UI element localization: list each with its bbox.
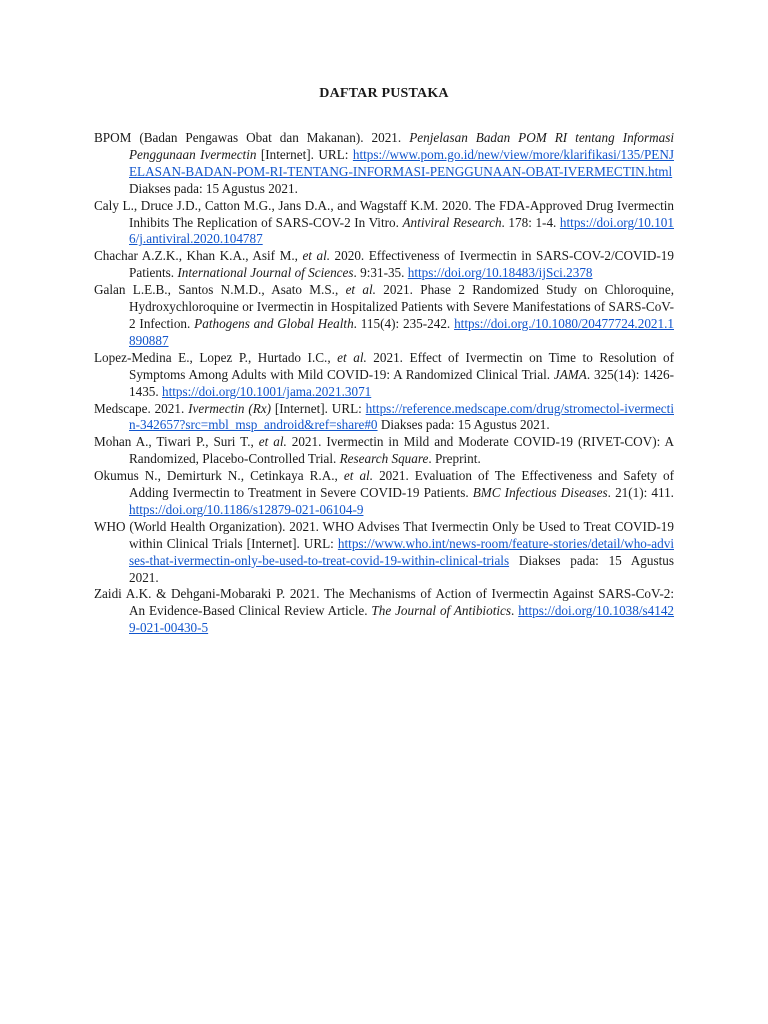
reference-item [94, 434, 674, 468]
ref-etal: et al. [302, 248, 331, 264]
ref-text: . Preprint. [428, 451, 481, 467]
ref-journal: International Journal of Sciences [177, 265, 354, 281]
reference-item [94, 282, 674, 350]
ref-link[interactable]: https://doi.org/10.1038/s41429-021-00430-5 [129, 603, 675, 636]
ref-etal: et al. [343, 468, 374, 484]
ref-journal: JAMA [553, 366, 587, 382]
ref-journal: BMC Infectious Diseases [472, 485, 608, 501]
ref-text: . 21(1): 411. [607, 485, 674, 501]
ref-link[interactable]: https://doi.org/10.1001/jama.2021.3071 [161, 383, 372, 399]
ref-text: Diakses pada: 15 Agustus 2021. [377, 417, 550, 433]
ref-text: Lopez-Medina E., Lopez P., Hurtado I.C., [94, 349, 338, 365]
page-title: DAFTAR PUSTAKA [319, 86, 449, 101]
ref-text: Diakses pada: 15 Agustus 2021. [129, 552, 674, 585]
ref-text: BPOM (Badan Pengawas Obat dan Makanan). 2021. [94, 130, 410, 145]
ref-text: Galan L.E.B., Santos N.M.D., Asato M.S., [94, 282, 346, 298]
ref-text: [Internet]. URL: [256, 146, 353, 162]
ref-text: Zaidi A.K. & Dehgani-Mobaraki P. 2021. The Mechanisms of Action of Ivermectin Against SARS-CoV-2: An Evidence-Based Clinical Review Article. [94, 586, 674, 619]
ref-text: Chachar A.Z.K., Khan K.A., Asif M., [94, 248, 303, 264]
ref-text: Caly L., Druce J.D., Catton M.G., Jans D.A., and Wagstaff K.M. 2020. The FDA-Approved Drug Ivermectin Inhibits The Replication of SARS-COV-2 In Vitro. [94, 197, 674, 230]
ref-link[interactable]: https://www.who.int/news-room/feature-stories/detail/who-advises-that-ivermectin-only-be-used-to-treat-covid-19-within-clinical-trials [129, 535, 674, 568]
ref-text: . 115(4): 235-242. [353, 315, 455, 331]
ref-text: . 9:31-35. [353, 265, 408, 281]
ref-text: . 325(14): 1426-1435. [129, 366, 675, 399]
ref-link[interactable]: https://www.pom.go.id/new/view/more/klarifikasi/135/PENJELASAN-BADAN-POM-RI-TENTANG-INFORMASI-PENGGUNAAN-OBAT-IVERMECTIN.html [129, 146, 674, 179]
reference-item [94, 586, 674, 637]
ref-text: Mohan A., Tiwari P., Suri T., [94, 434, 259, 450]
reference-item [94, 130, 674, 198]
ref-title: Penjelasan Badan POM RI tentang Informasi Penggunaan Ivermectin [129, 130, 674, 162]
reference-list [94, 130, 674, 637]
ref-text: . [511, 603, 519, 619]
ref-text: 2021. Evaluation of The Effectiveness and Safety of Adding Ivermectin to Treatment in Severe COVID-19 Patients. [129, 468, 675, 501]
ref-text: WHO (World Health Organization). 2021. WHO Advises That Ivermectin Only be Used to Treat COVID-19 within Clinical Trials [Internet]. URL: [94, 518, 674, 551]
ref-link[interactable]: https://doi.org/10.18483/ijSci.2378 [407, 265, 593, 281]
ref-text: Okumus N., Demirturk N., Cetinkaya R.A., [94, 468, 344, 484]
ref-journal: Antiviral Research [402, 214, 502, 230]
ref-journal: Pathogens and Global Health [194, 315, 354, 331]
ref-link[interactable]: https://doi.org./10.1080/20477724.2021.1890887 [129, 315, 674, 348]
ref-etal: et al. [337, 349, 367, 365]
reference-item [94, 519, 674, 587]
ref-text: 2020. Effectiveness of Ivermectin in SARS-COV-2/COVID-19 Patients. [129, 248, 674, 281]
ref-text: 2021. Effect of Ivermectin on Time to Resolution of Symptoms Among Adults with Mild COVID-19: A Randomized Clinical Trial. [129, 349, 675, 382]
reference-item [94, 350, 674, 401]
ref-journal: Research Square [339, 451, 429, 467]
ref-link[interactable]: https://doi.org/10.1016/j.antiviral.2020.104787 [129, 214, 674, 247]
reference-item [94, 401, 674, 435]
ref-text: 2021. Phase 2 Randomized Study on Chloroquine, Hydroxychloroquine or Ivermectin in Hospitalized Patients with Severe Manifestations of SARS-CoV-2 Infection. [129, 282, 674, 331]
ref-etal: et al. [345, 282, 376, 298]
ref-text: Medscape. 2021. [94, 400, 189, 416]
ref-link[interactable]: https://reference.medscape.com/drug/stromectol-ivermectin-342657?src=mbl_msp_android&ref=share#0 [129, 400, 674, 433]
reference-item [94, 248, 674, 282]
ref-link[interactable]: https://doi.org/10.1186/s12879-021-06104-9 [129, 501, 364, 517]
ref-title: Ivermectin (Rx) [188, 400, 272, 416]
ref-text: 2021. Ivermectin in Mild and Moderate COVID-19 (RIVET-COV): A Randomized, Placebo-Controlled Trial. [129, 434, 675, 467]
ref-text: . 178: 1-4. [501, 214, 560, 230]
reference-item [94, 198, 674, 249]
ref-text: Diakses pada: 15 Agustus 2021. [129, 180, 298, 196]
reference-item [94, 468, 674, 519]
ref-text: [Internet]. URL: [271, 400, 366, 416]
ref-journal: The Journal of Antibiotics [371, 603, 512, 619]
ref-etal: et al. [258, 434, 287, 450]
